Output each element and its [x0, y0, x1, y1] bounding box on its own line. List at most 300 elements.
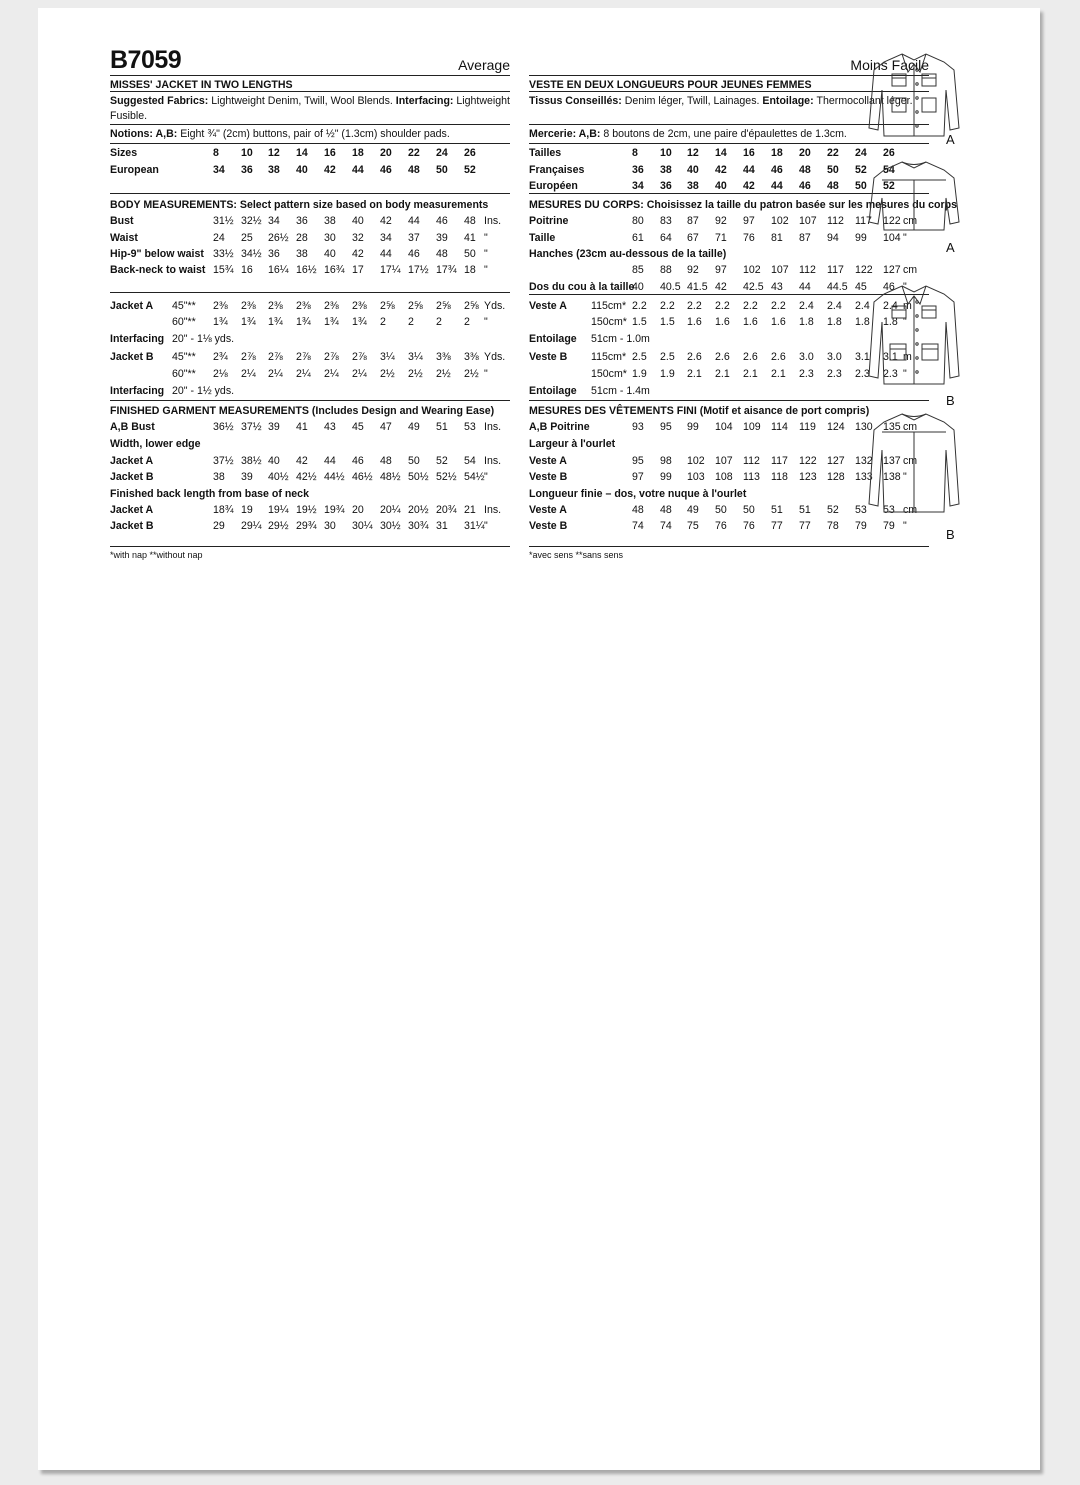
row-label: Sizes	[110, 147, 138, 159]
size-value: 48	[380, 455, 392, 467]
row-label: Européen	[529, 180, 578, 192]
size-value: 135	[883, 421, 901, 433]
jacket-front-view-b	[864, 282, 964, 399]
size-value: 81	[771, 232, 783, 244]
size-value: 97	[715, 264, 727, 276]
size-value: 48	[436, 248, 448, 260]
size-value: 2.3	[799, 368, 814, 380]
size-value: 79	[855, 520, 867, 532]
text-heading: BODY MEASUREMENTS: Select pattern size based on body measurements	[110, 199, 489, 211]
size-value: 88	[660, 264, 672, 276]
size-value: 42½	[296, 471, 317, 483]
size-value: 137	[883, 455, 901, 467]
size-value: 112	[827, 215, 844, 227]
size-value: 2.2	[632, 300, 647, 312]
size-value: 40	[715, 180, 727, 192]
size-value: 50	[464, 248, 476, 260]
size-value: 74	[632, 520, 644, 532]
size-value: 48	[799, 164, 811, 176]
size-value: 49	[687, 504, 699, 516]
row-label: Entoilage	[529, 385, 577, 397]
size-value: 40	[687, 164, 699, 176]
size-value: 3¼	[408, 351, 423, 363]
size-value: 107	[771, 264, 789, 276]
size-value: 46	[352, 455, 364, 467]
unit-label: cm	[903, 455, 918, 467]
size-value: 64	[660, 232, 672, 244]
label-row	[529, 248, 726, 261]
size-value: 12	[687, 147, 699, 159]
size-value: 53	[855, 504, 867, 516]
size-value: 109	[743, 421, 761, 433]
size-value: 43	[771, 281, 783, 293]
text-line	[529, 128, 847, 141]
size-value: 42	[352, 248, 364, 260]
unit-label: "	[903, 368, 907, 380]
size-value: 1.5	[660, 316, 675, 328]
row-label: Tailles	[529, 147, 562, 159]
size-value: 14	[715, 147, 727, 159]
size-value: 122	[855, 264, 873, 276]
section-divider	[110, 143, 510, 144]
size-value: 3.1	[883, 351, 898, 363]
size-value: 2½	[436, 368, 451, 380]
size-value: 29½	[268, 520, 289, 532]
text-line	[110, 405, 494, 418]
view-label: B	[946, 393, 955, 408]
size-value: 50	[408, 455, 420, 467]
size-value: 2.6	[715, 351, 730, 363]
size-value: 20½	[408, 504, 429, 516]
size-value: 78	[827, 520, 839, 532]
size-value: 128	[827, 471, 845, 483]
size-value: 2.2	[771, 300, 786, 312]
unit-label: Ins.	[484, 455, 502, 467]
section-divider	[529, 546, 929, 547]
size-value: 16½	[296, 264, 317, 276]
unit-label: Yds.	[484, 351, 506, 363]
size-value: 17¼	[380, 264, 401, 276]
size-value: 2⅜	[213, 300, 228, 312]
size-value: 18	[352, 147, 364, 159]
size-value: 21	[464, 504, 476, 516]
size-value: 74	[660, 520, 672, 532]
size-value: 2.5	[660, 351, 675, 363]
size-value: 31¼	[464, 520, 485, 532]
unit-label: "	[903, 316, 907, 328]
unit-label: "	[484, 316, 488, 328]
size-value: 92	[715, 215, 727, 227]
size-value: 92	[687, 264, 699, 276]
row-label: Veste A	[529, 504, 567, 516]
size-value: 17	[352, 264, 364, 276]
fabric-width: 45"**	[172, 351, 196, 363]
size-value: 2.4	[799, 300, 814, 312]
size-value: 16¼	[268, 264, 289, 276]
text-heading: Suggested Fabrics:	[110, 95, 212, 107]
size-value: 47	[380, 421, 392, 433]
size-value: 93	[632, 421, 644, 433]
size-value: 19	[241, 504, 253, 516]
size-value: 2⅝	[464, 300, 479, 312]
size-value: 2⅜	[352, 300, 367, 312]
text-line	[110, 110, 147, 123]
size-value: 38	[324, 215, 336, 227]
size-value: 45	[855, 281, 867, 293]
size-value: 40	[632, 281, 644, 293]
text-heading: VESTE EN DEUX LONGUEURS POUR JEUNES FEMMES	[529, 79, 812, 91]
size-value: 2¼	[241, 368, 256, 380]
size-value: 34	[268, 215, 280, 227]
section-divider	[110, 91, 510, 92]
size-value: 3.1	[855, 351, 870, 363]
row-label: Veste B	[529, 520, 568, 532]
size-value: 16¾	[324, 264, 345, 276]
size-value: 44	[380, 248, 392, 260]
size-value: 41	[464, 232, 476, 244]
size-value: 2¼	[296, 368, 311, 380]
text-heading: Notions: A,B:	[110, 128, 181, 140]
size-value: 22	[408, 147, 420, 159]
size-value: 34	[632, 180, 644, 192]
size-value: 40	[296, 164, 308, 176]
unit-label: "	[484, 368, 488, 380]
size-value: 1¾	[324, 316, 339, 328]
size-value: 2⅜	[296, 300, 311, 312]
size-value: 36	[241, 164, 253, 176]
label-row	[110, 488, 309, 501]
row-label: Jacket A	[110, 300, 154, 312]
text-line	[110, 128, 450, 141]
size-value: 1.8	[799, 316, 814, 328]
size-value: 52	[827, 504, 839, 516]
size-value: 1¾	[352, 316, 367, 328]
text-heading: MESURES DES VÊTEMENTS FINI (Motif et aisance de port compris)	[529, 405, 870, 417]
size-value: 52	[464, 164, 476, 176]
unit-label: Ins.	[484, 504, 502, 516]
size-value: 103	[687, 471, 705, 483]
size-value: 8	[213, 147, 219, 159]
size-value: 99	[687, 421, 699, 433]
text-value: Thermocollant léger.	[816, 95, 913, 107]
row-label: Hanches (23cm au-dessous de la taille)	[529, 248, 727, 260]
text-value: Denim léger, Twill, Lainages.	[624, 95, 763, 107]
size-value: 20	[380, 147, 392, 159]
size-value: 37½	[213, 455, 234, 467]
fabric-width: 115cm*	[591, 351, 627, 363]
size-value: 24	[855, 147, 867, 159]
size-value: 20	[352, 504, 364, 516]
size-value: 113	[743, 471, 760, 483]
size-value: 50	[436, 164, 448, 176]
size-value: 1.9	[632, 368, 647, 380]
size-value: 1.9	[660, 368, 675, 380]
size-value: 16	[743, 147, 755, 159]
size-value: 45	[352, 421, 364, 433]
text-line	[529, 95, 913, 108]
unit-label: cm	[903, 421, 918, 433]
size-value: 20	[799, 147, 811, 159]
pattern-envelope-back-page	[38, 8, 1040, 1470]
size-value: 1.8	[827, 316, 842, 328]
size-value: 50½	[408, 471, 429, 483]
size-value: 37½	[241, 421, 262, 433]
unit-label: Yds.	[484, 300, 506, 312]
size-value: 2½	[408, 368, 423, 380]
size-value: 2.4	[827, 300, 842, 312]
text-heading: Tissus Conseillés:	[529, 95, 625, 107]
size-value: 10	[660, 147, 672, 159]
label-row	[110, 385, 164, 398]
size-value: 29¾	[296, 520, 317, 532]
unit-label: "	[903, 471, 907, 483]
size-value: 26	[883, 147, 895, 159]
unit-label: cm	[903, 215, 918, 227]
unit-label: "	[484, 471, 488, 483]
size-value: 2.4	[883, 300, 898, 312]
label-row	[529, 333, 577, 346]
text-line	[110, 199, 488, 212]
size-value: 53	[464, 421, 476, 433]
size-value: 19¼	[268, 504, 289, 516]
size-value: 53	[883, 504, 895, 516]
row-label: Largeur à l'ourlet	[529, 438, 616, 450]
size-value: 52	[436, 455, 448, 467]
size-value: 46	[799, 180, 811, 192]
row-label: Dos du cou à la taille	[529, 281, 635, 293]
row-label: Interfacing	[110, 385, 165, 397]
size-value: 76	[743, 520, 755, 532]
size-value: 24	[436, 147, 448, 159]
pattern-code: B7059	[110, 46, 182, 74]
size-value: 32½	[241, 215, 262, 227]
size-value: 1.8	[883, 316, 898, 328]
size-value: 48½	[380, 471, 401, 483]
row-label: Françaises	[529, 164, 585, 176]
row-label: Taille	[529, 232, 556, 244]
size-value: 2.1	[743, 368, 758, 380]
text-heading: Mercerie: A,B:	[529, 128, 604, 140]
size-value: 2.2	[743, 300, 758, 312]
size-value: 2.1	[771, 368, 786, 380]
size-value: 8	[632, 147, 638, 159]
size-value: 38½	[241, 455, 262, 467]
fabric-width: 150cm*	[591, 316, 627, 328]
size-value: 40½	[268, 471, 289, 483]
unit-label: Ins.	[484, 215, 502, 227]
size-value: 127	[883, 264, 901, 276]
size-value: 24	[213, 232, 225, 244]
size-value: 43	[324, 421, 336, 433]
size-value: 33½	[213, 248, 234, 260]
size-value: 40	[324, 248, 336, 260]
size-value: 1.6	[743, 316, 758, 328]
label-row	[110, 333, 164, 346]
size-value: 114	[771, 421, 788, 433]
size-value: 38	[687, 180, 699, 192]
size-value: 87	[799, 232, 811, 244]
row-label: Back-neck to waist	[110, 264, 206, 276]
size-value: 2	[464, 316, 470, 328]
size-value: 104	[883, 232, 901, 244]
size-value: 38	[213, 471, 225, 483]
size-value: 118	[771, 471, 788, 483]
size-value: 1.8	[855, 316, 870, 328]
size-value: 99	[855, 232, 867, 244]
size-value: 54½	[464, 471, 485, 483]
size-value: 1.6	[687, 316, 702, 328]
size-value: 44	[799, 281, 811, 293]
unit-label: cm	[903, 504, 918, 516]
size-value: 44.5	[827, 281, 848, 293]
size-value: 2.2	[660, 300, 675, 312]
size-value: 39	[268, 421, 280, 433]
size-value: 2.6	[771, 351, 786, 363]
label-row	[529, 488, 746, 501]
row-label: Interfacing	[110, 333, 165, 345]
text-heading: FINISHED GARMENT MEASUREMENTS (Includes Design and Wearing Ease)	[110, 405, 495, 417]
section-divider	[110, 124, 510, 125]
size-value: 3⅜	[464, 351, 479, 363]
size-value: 122	[799, 455, 817, 467]
size-value: 17¾	[436, 264, 457, 276]
size-value: 2⅞	[241, 351, 256, 363]
size-value: 39	[436, 232, 448, 244]
text-line	[110, 95, 510, 108]
size-value: 41	[296, 421, 308, 433]
size-value: 44	[743, 164, 755, 176]
size-value: 2.4	[855, 300, 870, 312]
size-value: 95	[660, 421, 672, 433]
size-value: 30	[324, 520, 336, 532]
row-label: Jacket B	[110, 351, 154, 363]
size-value: 97	[743, 215, 755, 227]
unit-label: "	[903, 281, 907, 293]
row-label: Poitrine	[529, 215, 569, 227]
size-value: 1.5	[632, 316, 647, 328]
unit-label: m	[903, 300, 912, 312]
size-value: 76	[715, 520, 727, 532]
size-value: 102	[743, 264, 761, 276]
view-label: A	[946, 240, 955, 255]
size-value: 2⅞	[296, 351, 311, 363]
size-value: 26½	[268, 232, 289, 244]
size-value: 130	[855, 421, 873, 433]
size-value: 39	[241, 471, 253, 483]
size-value: 12	[268, 147, 280, 159]
size-value: 94	[827, 232, 839, 244]
size-value: 46	[771, 164, 783, 176]
size-value: 112	[799, 264, 816, 276]
size-value: 42	[715, 164, 727, 176]
size-value: 117	[855, 215, 872, 227]
footnote: *avec sens **sans sens	[529, 550, 624, 560]
size-value: 41.5	[687, 281, 708, 293]
size-value: 132	[855, 455, 873, 467]
size-value: 46	[380, 164, 392, 176]
size-value: 19½	[296, 504, 317, 516]
size-value: 51	[436, 421, 448, 433]
row-label: European	[110, 164, 159, 176]
row-label: Bust	[110, 215, 134, 227]
size-value: 52	[855, 164, 867, 176]
text-heading: Entoilage:	[762, 95, 817, 107]
size-value: 123	[799, 471, 817, 483]
size-value: 71	[715, 232, 727, 244]
row-label: Entoilage	[529, 333, 577, 345]
size-value: 30¼	[352, 520, 373, 532]
size-value: 34	[380, 232, 392, 244]
size-value: 119	[799, 421, 816, 433]
size-value: 2½	[380, 368, 395, 380]
row-label: Jacket B	[110, 471, 154, 483]
size-value: 87	[687, 215, 699, 227]
size-value: 2⅞	[268, 351, 283, 363]
size-value: 36½	[213, 421, 234, 433]
size-value: 54	[464, 455, 476, 467]
size-value: 108	[715, 471, 733, 483]
size-value: 10	[241, 147, 253, 159]
unit-label: "	[903, 520, 907, 532]
section-divider	[529, 400, 929, 401]
size-value: 38	[268, 164, 280, 176]
size-value: 3.0	[827, 351, 842, 363]
size-value: 2	[408, 316, 414, 328]
size-value: 40	[268, 455, 280, 467]
size-value: 2.6	[743, 351, 758, 363]
unit-label: "	[484, 232, 488, 244]
size-value: 77	[799, 520, 811, 532]
fabric-width: 150cm*	[591, 368, 627, 380]
row-label: Width, lower edge	[110, 438, 201, 450]
text-heading: MISSES' JACKET IN TWO LENGTHS	[110, 79, 293, 91]
unit-label: "	[903, 232, 907, 244]
size-value: 46	[436, 215, 448, 227]
row-label: Finished back length from base of neck	[110, 488, 309, 500]
size-value: 133	[855, 471, 873, 483]
jacket-back-view-a	[864, 158, 964, 245]
size-value: 50	[715, 504, 727, 516]
row-label: Veste B	[529, 351, 568, 363]
fabric-width: 45"**	[172, 300, 196, 312]
size-value: 16	[324, 147, 336, 159]
size-value: 127	[827, 455, 845, 467]
text-value: Eight ¾" (2cm) buttons, pair of ½" (1.3cm) shoulder pads.	[180, 128, 450, 140]
size-value: 42	[380, 215, 392, 227]
size-value: 20¼	[380, 504, 401, 516]
section-divider	[110, 292, 510, 293]
size-value: 2⅜	[241, 300, 256, 312]
size-value: 2.5	[632, 351, 647, 363]
size-value: 42	[743, 180, 755, 192]
size-value: 16	[241, 264, 253, 276]
size-value: 42	[715, 281, 727, 293]
size-value: 1.6	[715, 316, 730, 328]
size-value: 124	[827, 421, 845, 433]
size-value: 104	[715, 421, 733, 433]
size-value: 138	[883, 471, 901, 483]
size-value: 42.5	[743, 281, 764, 293]
size-value: 2⅞	[352, 351, 367, 363]
size-value: 107	[799, 215, 817, 227]
size-value: 2⅜	[324, 300, 339, 312]
size-value: 99	[660, 471, 672, 483]
size-value: 48	[827, 180, 839, 192]
size-value: 31½	[213, 215, 234, 227]
size-value: 42	[324, 164, 336, 176]
size-value: 50	[743, 504, 755, 516]
row-value: 51cm - 1.0m	[591, 333, 650, 345]
